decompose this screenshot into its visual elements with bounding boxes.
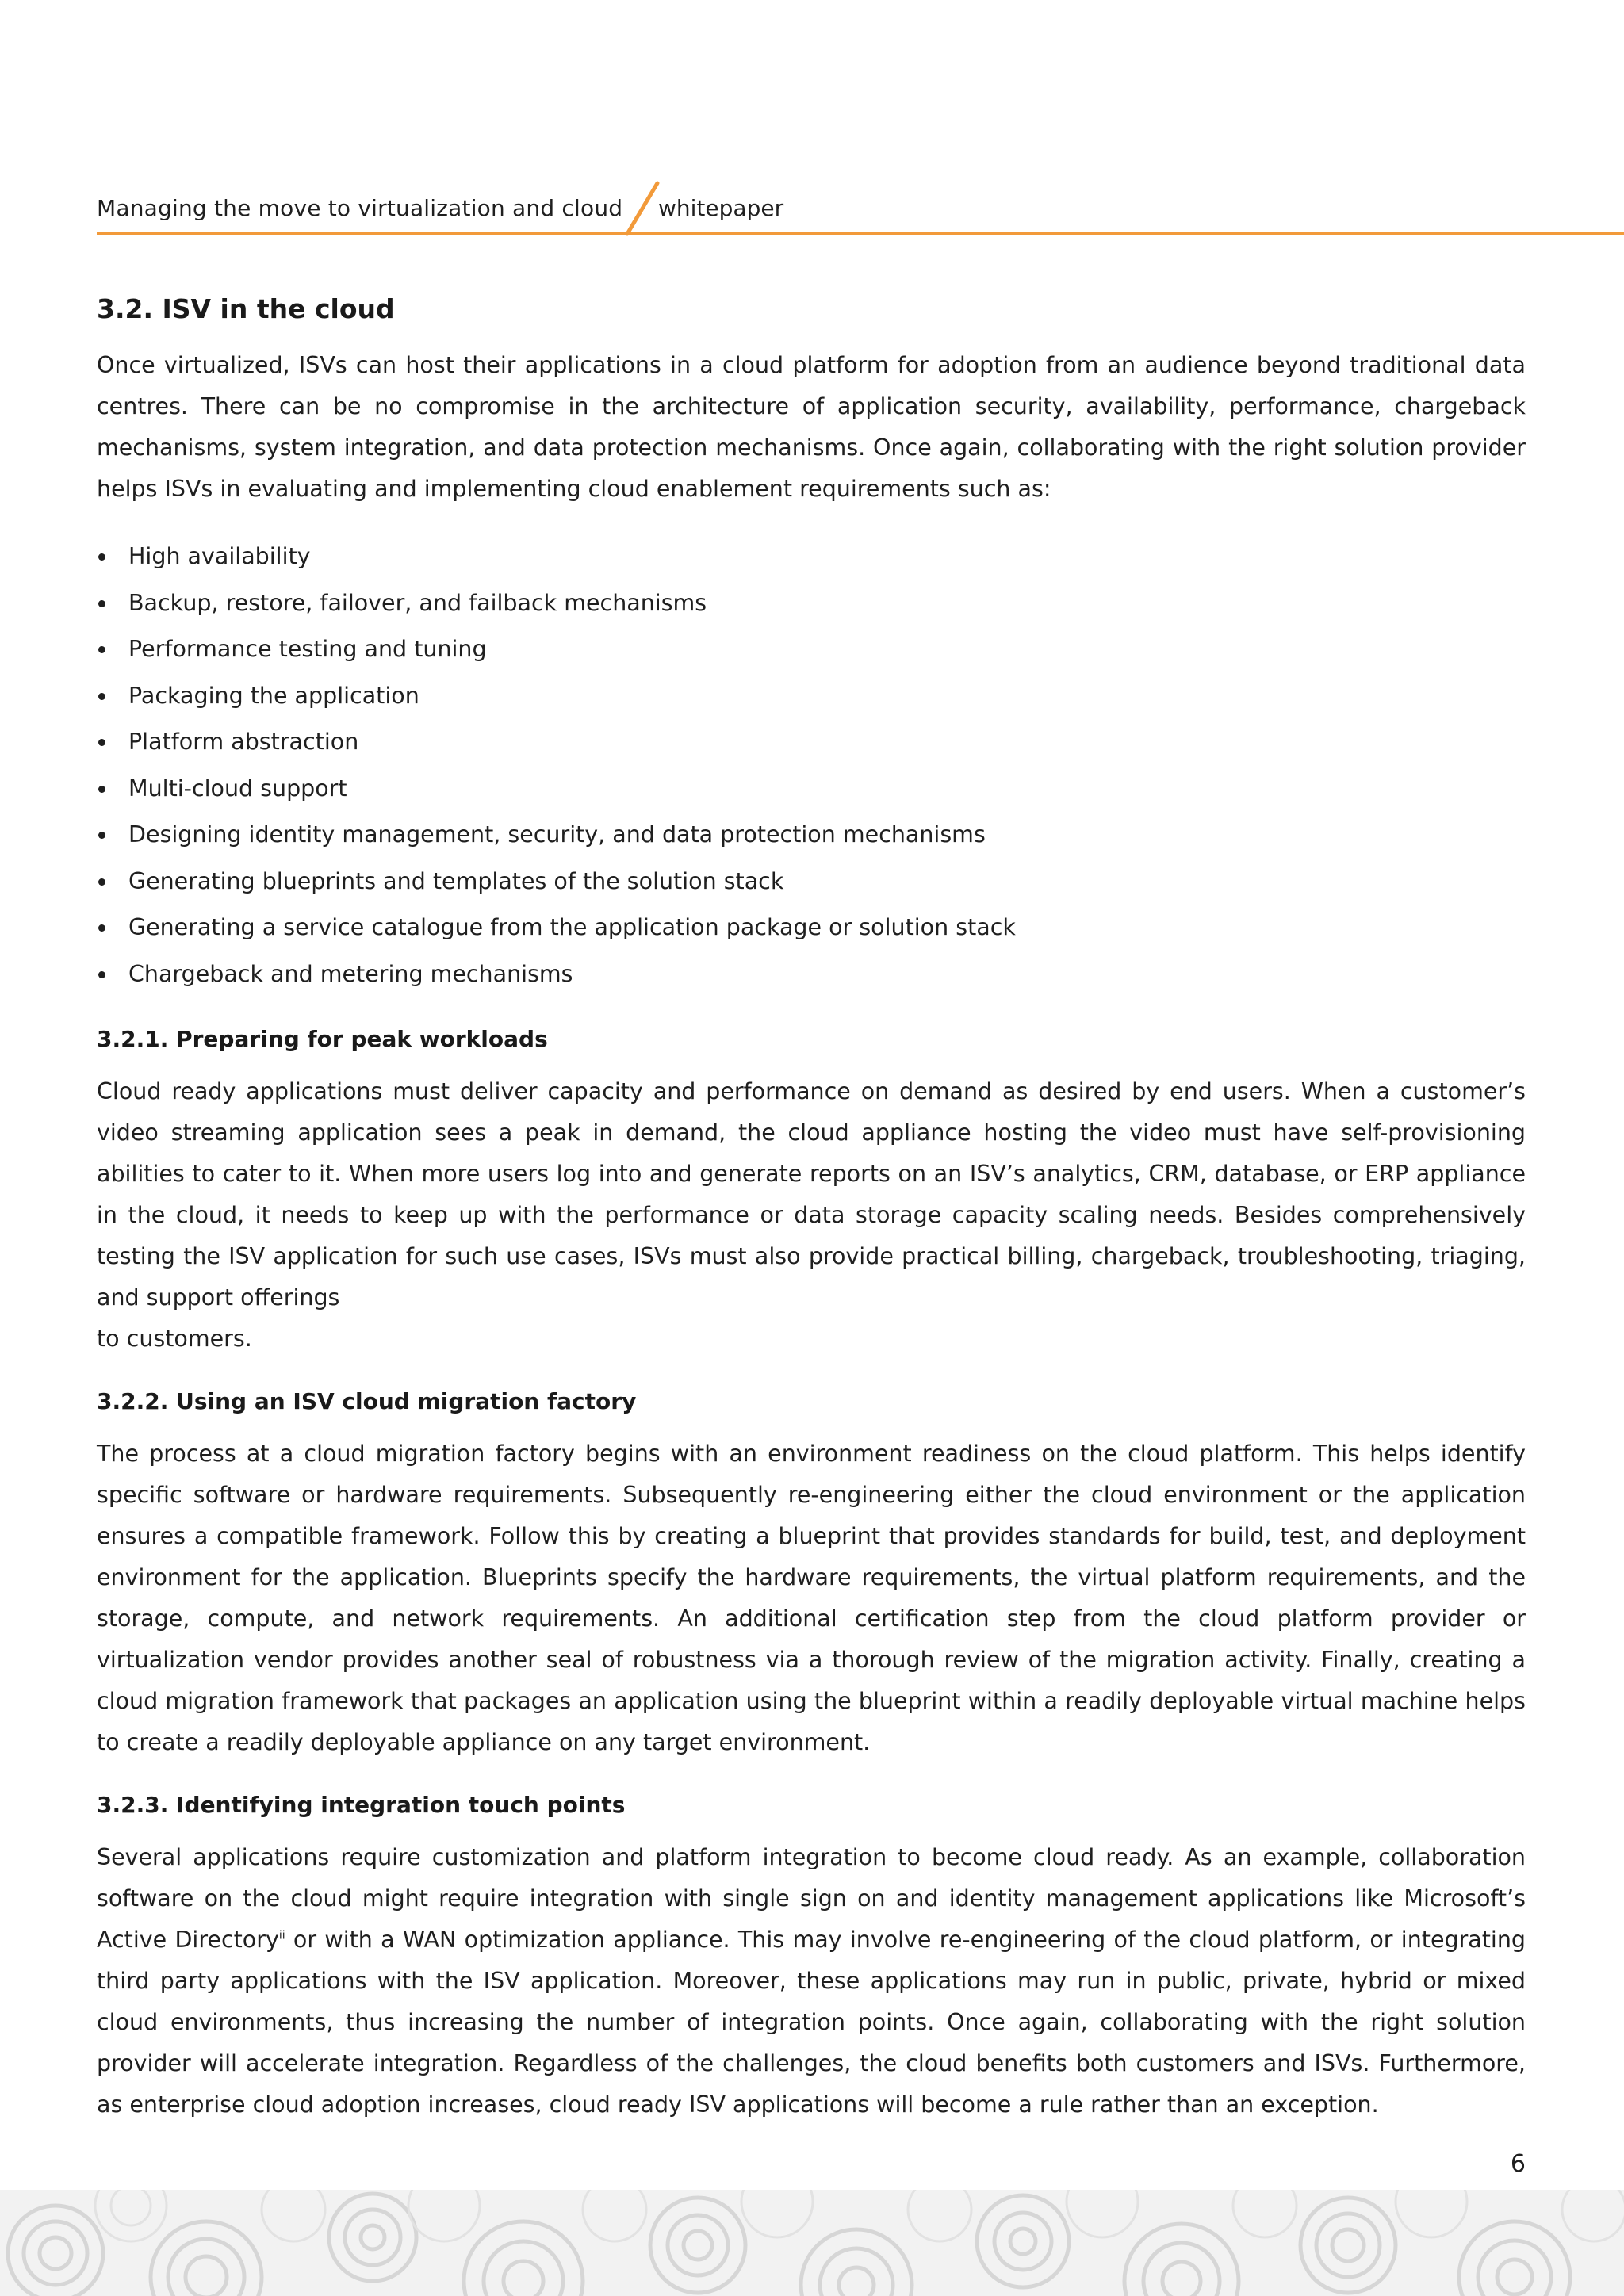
- footnote-reference[interactable]: ii: [278, 1929, 285, 1942]
- list-item: [97, 905, 1526, 951]
- document-title: Managing the move to virtualization and cloud: [97, 195, 623, 221]
- list-item-text: Generating blueprints and templates of the solution stack: [128, 867, 784, 894]
- subsection-heading: 3.2.3. Identifying integration touch points: [97, 1792, 626, 1818]
- list-item: [97, 673, 1526, 720]
- subsection-migration-factory: [97, 1388, 1526, 1763]
- subsection-paragraph: Cloud ready applications must deliver capacity and performance on demand as desired by end users. When a customer’s video streaming application sees a peak in demand, the cloud appliance hosting the video must have self-provisioning abilities to cater to it. When more users log into and generate reports on an ISV’s analytics, CRM, database, or ERP appliance in the cloud, it needs to keep up with the performance or data storage capacity scaling needs. Besides comprehensively testing the ISV application for such use cases, ISVs must also provide practical billing, chargeback, troubleshooting, triaging, and support offerings: [97, 1078, 1526, 1311]
- bullet-icon: [98, 832, 105, 839]
- list-item-text: Multi-cloud support: [128, 775, 347, 802]
- bullet-icon: [98, 786, 105, 793]
- list-item: [97, 719, 1526, 766]
- subsection-heading: 3.2.1. Preparing for peak workloads: [97, 1026, 548, 1052]
- subsection-paragraph: The process at a cloud migration factory begins with an environment readiness on the cloud platform. This helps identify specific software or hardware requirements. Subsequently re-engineering either the cloud environment or the application ensures a compatible framework. Follow this by creating a blueprint that provides standards for build, test, and deployment environment for the application. Blueprints specify the hardware requirements, the virtual platform requirements, and the storage, compute, and network requirements. An additional certification step from the cloud platform provider or virtualization vendor provides another seal of robustness via a thorough review of the migration activity. Finally, creating a cloud migration framework that packages an application using the blueprint within a readily deployable virtual machine helps to create a readily deployable appliance on any target environment.: [97, 1441, 1526, 1755]
- bullet-icon: [98, 878, 105, 886]
- list-item: [97, 859, 1526, 905]
- requirements-list: [97, 534, 1526, 997]
- list-item-text: Chargeback and metering mechanisms: [128, 960, 573, 987]
- list-item-text: High availability: [128, 543, 311, 569]
- list-item: [97, 812, 1526, 859]
- bullet-icon: [98, 739, 105, 746]
- section-heading: 3.2. ISV in the cloud: [97, 293, 395, 324]
- page-header: [0, 181, 1624, 238]
- bullet-icon: [98, 971, 105, 978]
- header-slash-divider: [622, 181, 662, 236]
- page-number: 6: [1510, 2150, 1526, 2178]
- document-type-label: whitepaper: [658, 195, 784, 221]
- list-item: [97, 766, 1526, 813]
- footer-decorative-pattern: [0, 2190, 1624, 2296]
- subsection-heading: 3.2.2. Using an ISV cloud migration factory: [97, 1388, 637, 1414]
- list-item: [97, 534, 1526, 580]
- list-item-text: Performance testing and tuning: [128, 636, 487, 662]
- list-item-text: Packaging the application: [128, 682, 419, 709]
- list-item-text: Platform abstraction: [128, 729, 359, 755]
- subsection-peak-workloads: [97, 1026, 1526, 1360]
- main-content: [97, 293, 1526, 2126]
- bullet-icon: [98, 553, 105, 561]
- bullet-icon: [98, 646, 105, 653]
- section-intro-paragraph: Once virtualized, ISVs can host their applications in a cloud platform for adoption from an audience beyond traditional data centres. There can be no compromise in the architecture of application security, availability, performance, chargeback mechanisms, system integration, and data protection mechanisms. Once again, collaborating with the right solution provider helps ISVs in evaluating and implementing cloud enablement requirements such as:: [97, 352, 1526, 502]
- list-item: [97, 626, 1526, 673]
- subsection-paragraph-end: to customers.: [97, 1326, 252, 1352]
- paragraph-text-start: Several applications require customization and platform integration to become cloud ready. As an example, collaboration software on the cloud might require integration with single sign on and identity management applications like Microsoft’s Active Directory: [97, 1844, 1526, 1953]
- bullet-icon: [98, 924, 105, 932]
- list-item-text: Backup, restore, failover, and failback mechanisms: [128, 589, 707, 616]
- subsection-paragraph: [97, 1837, 1526, 2126]
- header-rule: [97, 232, 1624, 235]
- bullet-icon: [98, 600, 105, 607]
- bullet-icon: [98, 693, 105, 700]
- subsection-integration-touch-points: [97, 1792, 1526, 2126]
- paragraph-text-rest: or with a WAN optimization appliance. This may involve re-engineering of the cloud platform, or integrating third party applications with the ISV application. Moreover, these applications may run in public, private, hybrid or mixed cloud environments, thus increasing the number of integration points. Once again, collaborating with the right solution provider will accelerate integration. Regardless of the challenges, the cloud benefits both customers and ISVs. Furthermore, as enterprise cloud adoption increases, cloud ready ISV applications will become a rule rather than an exception.: [97, 1927, 1526, 2118]
- list-item-text: Generating a service catalogue from the application package or solution stack: [128, 914, 1016, 940]
- list-item: [97, 580, 1526, 627]
- list-item-text: Designing identity management, security, and data protection mechanisms: [128, 821, 986, 848]
- list-item: [97, 951, 1526, 998]
